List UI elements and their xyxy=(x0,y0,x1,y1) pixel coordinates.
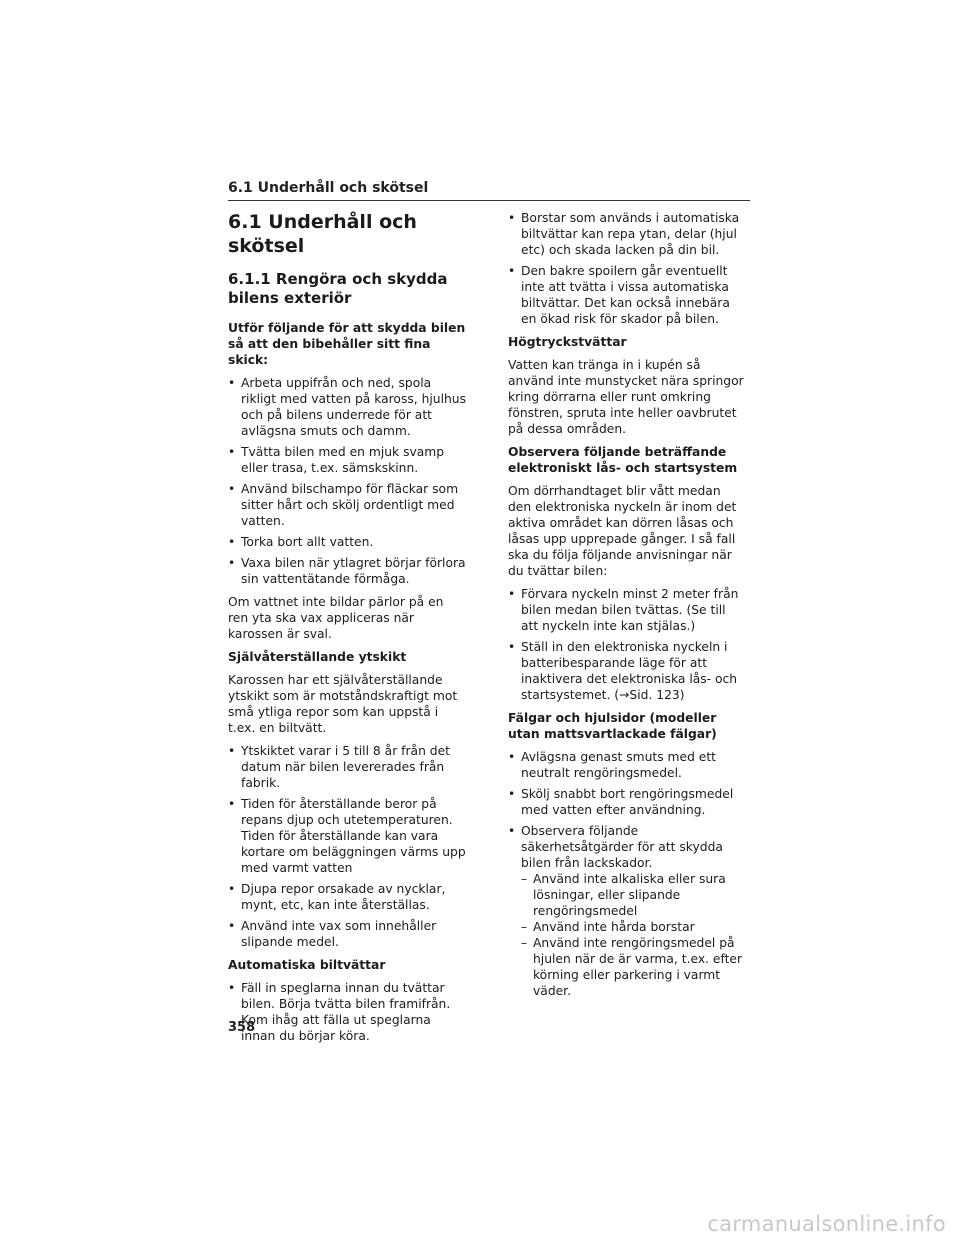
list-item: • Tiden för återställande beror på repans djup och utetemperaturen. Tiden för återställande kan vara kortare om beläggningen värms upp med varmt vatten xyxy=(228,796,466,876)
list-item: • Ytskiktet varar i 5 till 8 år från det datum när bilen levererades från fabrik. xyxy=(228,743,466,791)
list-item: • Tvätta bilen med en mjuk svamp eller trasa, t.ex. sämskskinn. xyxy=(228,444,466,476)
precaution-text: Observera följande säkerhetsåtgärder för att skydda bilen från lackskador. xyxy=(521,824,723,870)
sub-list-item: – Använd inte rengöringsmedel på hjulen när de är varma, t.ex. efter körning eller parkering i varmt väder. xyxy=(521,935,746,999)
list-item: • Avlägsna genast smuts med ett neutralt rengöringsmedel. xyxy=(508,749,746,781)
high-pressure-paragraph: Vatten kan tränga in i kupén så använd inte munstycket nära springor kring dörrarna eller runt omkring fönstren, spruta inte heller oavbrutet på dessa områden. xyxy=(508,358,744,436)
key-list xyxy=(508,586,746,703)
auto-wash-list-continued xyxy=(508,210,746,327)
sub-list-item: – Använd inte hårda borstar xyxy=(521,919,746,935)
subsection-title: 6.1.1 Rengöra och skydda bilens exteriör xyxy=(228,270,448,307)
list-item: • Förvara nyckeln minst 2 meter från bilen medan bilen tvättas. (Se till att nyckeln inte kan stjälas.) xyxy=(508,586,746,634)
precaution-sublist xyxy=(521,871,746,999)
wax-paragraph: Om vattnet inte bildar pärlor på en ren yta ska vax appliceras när karossen är sval. xyxy=(228,595,444,641)
wheels-list xyxy=(508,749,746,999)
page-reference-link[interactable]: Sid. 123 xyxy=(629,688,680,702)
list-item: • Den bakre spoilern går eventuellt inte att tvätta i vissa automatiska biltvättar. Det kan också innebära en ökad risk för skador på bilen. xyxy=(508,263,746,327)
list-item: • Borstar som används i automatiska biltvättar kan repa ytan, delar (hjul etc) och skada lacken på din bil. xyxy=(508,210,746,258)
list-item: • Skölj snabbt bort rengöringsmedel med vatten efter användning. xyxy=(508,786,746,818)
list-item: • Djupa repor orsakade av nycklar, mynt, etc, kan inte återställas. xyxy=(228,881,466,913)
closing-paren: ) xyxy=(679,688,685,702)
auto-wash-list xyxy=(228,980,466,1044)
sub-list-item: – Använd inte alkaliska eller sura lösningar, eller slipande rengöringsmedel xyxy=(521,871,746,919)
lock-system-heading: Observera följande beträffande elektroniskt lås- och startsystem xyxy=(508,445,738,475)
high-pressure-heading: Högtryckstvättar xyxy=(508,335,627,349)
intro-text: Utför följande för att skydda bilen så att den bibehåller sitt fina skick: xyxy=(228,321,466,367)
right-column xyxy=(508,210,746,1006)
wash-steps-list xyxy=(228,375,466,587)
section-title: 6.1 Underhåll och skötsel xyxy=(228,211,417,257)
list-item: • Vaxa bilen när ytlagret börjar förlora sin vattentätande förmåga. xyxy=(228,555,466,587)
list-item: • Arbeta uppifrån och ned, spola rikligt med vatten på kaross, hjulhus och på bilens underrede för att avlägsna smuts och damm. xyxy=(228,375,466,439)
header-divider xyxy=(228,200,750,201)
lock-system-paragraph: Om dörrhandtaget blir vått medan den elektroniska nyckeln är inom det aktiva området kan dörren låsas och låsas upp upprepade gånger. I så fall ska du följa följande anvisningar när du tvättar bilen: xyxy=(508,484,737,578)
key-instruction-text: Ställ in den elektroniska nyckeln i batteribesparande läge för att inaktivera det elektroniska lås- och startsystemet. ( xyxy=(521,640,738,702)
list-item: • Torka bort allt vatten. xyxy=(228,534,466,550)
selfheal-list xyxy=(228,743,466,950)
list-item: • Fäll in speglarna innan du tvättar bilen. Börja tvätta bilen framifrån. Kom ihåg att fälla ut speglarna innan du börjar köra. xyxy=(228,980,466,1044)
arrow-icon: → xyxy=(619,688,630,702)
list-item: • Använd bilschampo för fläckar som sitter hårt och skölj ordentligt med vatten. xyxy=(228,481,466,529)
running-header: 6.1 Underhåll och skötsel xyxy=(228,180,429,196)
watermark: carmanualsonline.info xyxy=(707,1212,946,1236)
list-item: • Använd inte vax som innehåller slipande medel. xyxy=(228,918,466,950)
list-item xyxy=(508,639,746,703)
wheels-heading: Fälgar och hjulsidor (modeller utan mattsvartlackade fälgar) xyxy=(508,711,717,741)
page-number: 358 xyxy=(228,1020,256,1035)
list-item xyxy=(508,823,746,999)
auto-wash-heading: Automatiska biltvättar xyxy=(228,958,386,972)
selfheal-heading: Självåterställande ytskikt xyxy=(228,650,407,664)
left-column xyxy=(228,210,466,1051)
selfheal-paragraph: Karossen har ett självåterställande ytskikt som är motståndskraftigt mot små ytliga repor som kan uppstå i t.ex. en biltvätt. xyxy=(228,673,458,735)
